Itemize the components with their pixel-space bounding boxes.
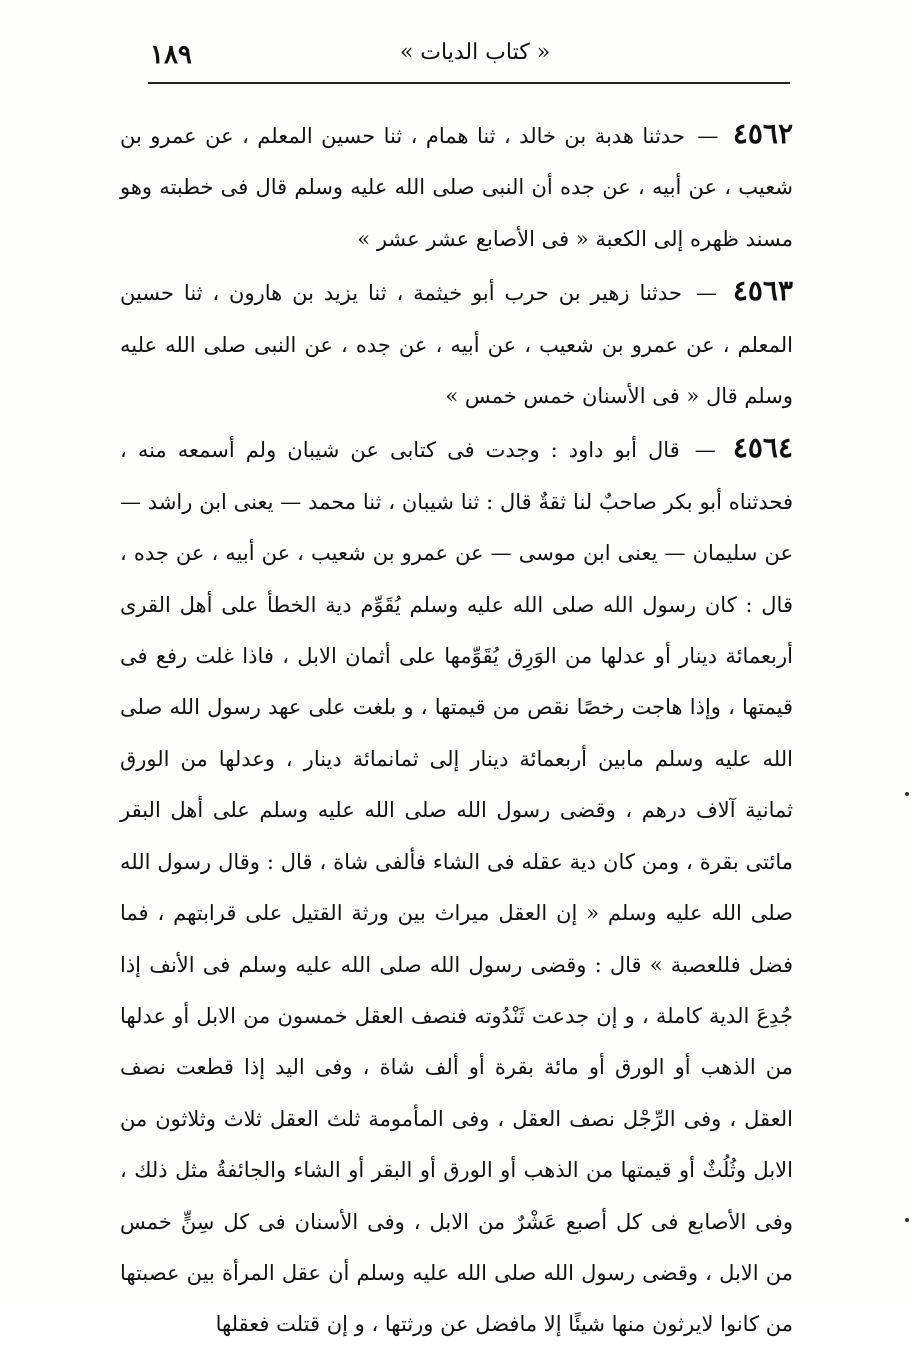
- running-title: « كتاب الديات »: [399, 40, 551, 65]
- header-rule: [148, 82, 790, 84]
- hadith-dash: —: [695, 281, 717, 306]
- hadith-number: ٤٥٦٣: [732, 274, 793, 308]
- scan-speck: [905, 1218, 909, 1222]
- hadith-dash: —: [694, 438, 716, 463]
- page-number: ١٨٩: [150, 40, 192, 70]
- page-header: [150, 38, 780, 80]
- hadith-dash: —: [697, 124, 719, 148]
- hadith-text: حدثنا زهير بن حرب أبو خيثمة ، ثنا يزيد بن هارون ، ثنا حسين المعلم ، عن عمرو بن شعيب ، عن أبيه ، عن جده ، عن النبى صلى الله عليه وسلم قال « فى الأسنان خمس خمس »: [120, 281, 793, 409]
- hadith-paragraph: [120, 265, 793, 422]
- body-text: [120, 108, 793, 1351]
- hadith-paragraph: [120, 108, 793, 265]
- hadith-text: قال أبو داود : وجدت فى كتابى عن شيبان ولم أسمعه منه ، فحدثناه أبو بكر صاحبٌ لنا ثقةٌ قال : ثنا شيبان ، ثنا محمد — يعنى ابن راشد — عن سليمان — يعنى ابن موسى — عن عمرو بن شعيب ، عن أبيه ، عن جده ، قال : كان رسول الله صلى الله عليه وسلم يُقَوِّم دية الخطأ على أهل القرى أربعمائة دينار أو عدلها من الوَرِق يُقَوِّمها على أثمان الابل ، فاذا غلت رفع فى قيمتها ، وإذا هاجت رخصًا نقص من قيمتها ، و بلغت على عهد رسول الله صلى الله عليه وسلم مابين أربعمائة دينار إلى ثمانمائة دينار ، وعدلها من الورق ثمانية آلاف درهم ، وقضى رسول الله صلى الله عليه وسلم على أهل البقر مائتى بقرة ، ومن كان دية عقله فى الشاء فألفى شاة ، قال : وقال رسول الله صلى الله عليه وسلم « إن العقل ميراث بين ورثة القتيل على قرابتهم ، فما فضل فللعصبة » قال : وقضى رسول الله صلى الله عليه وسلم فى الأنف إذا جُدِعَ الدية كاملة ، و إن جدعت ثَنْدُوته فنصف العقل خمسون من الابل أو عدلها من الذهب أو الورق أو مائة بقرة أو ألف شاة ، وفى اليد إذا قطعت نصف العقل ، وفى الرِّجْل نصف العقل ، وفى المأمومة ثلث العقل ثلاث وثلاثون من الابل وثُلُثٌ أو قيمتها من الذهب أو الورق أو البقر أو الشاء والجائفةُ مثل ذلك ، وفى الأصابع فى كل أصبع عَشْرٌ من الابل ، وفى الأسنان فى كل سِنٍّ خمس من الابل ، وقضى رسول الله صلى الله عليه وسلم أن عقل المرأة بين عصبتها من كانوا لايرثون منها شيئًا إلا مافضل عن ورثتها ، و إن قتلت فعقلها: [120, 438, 793, 1337]
- hadith-number: ٤٥٦٢: [732, 117, 793, 150]
- hadith-number: ٤٥٦٤: [732, 431, 793, 465]
- hadith-text: حدثنا هدبة بن خالد ، ثنا همام ، ثنا حسين المعلم ، عن عمرو بن شعيب ، عن أبيه ، عن جده أن النبى صلى الله عليه وسلم قال فى خطبته وهو مسند ظهره إلى الكعبة « فى الأصابع عشر عشر »: [120, 124, 793, 251]
- hadith-paragraph: [120, 422, 793, 1350]
- scan-speck: [905, 792, 909, 796]
